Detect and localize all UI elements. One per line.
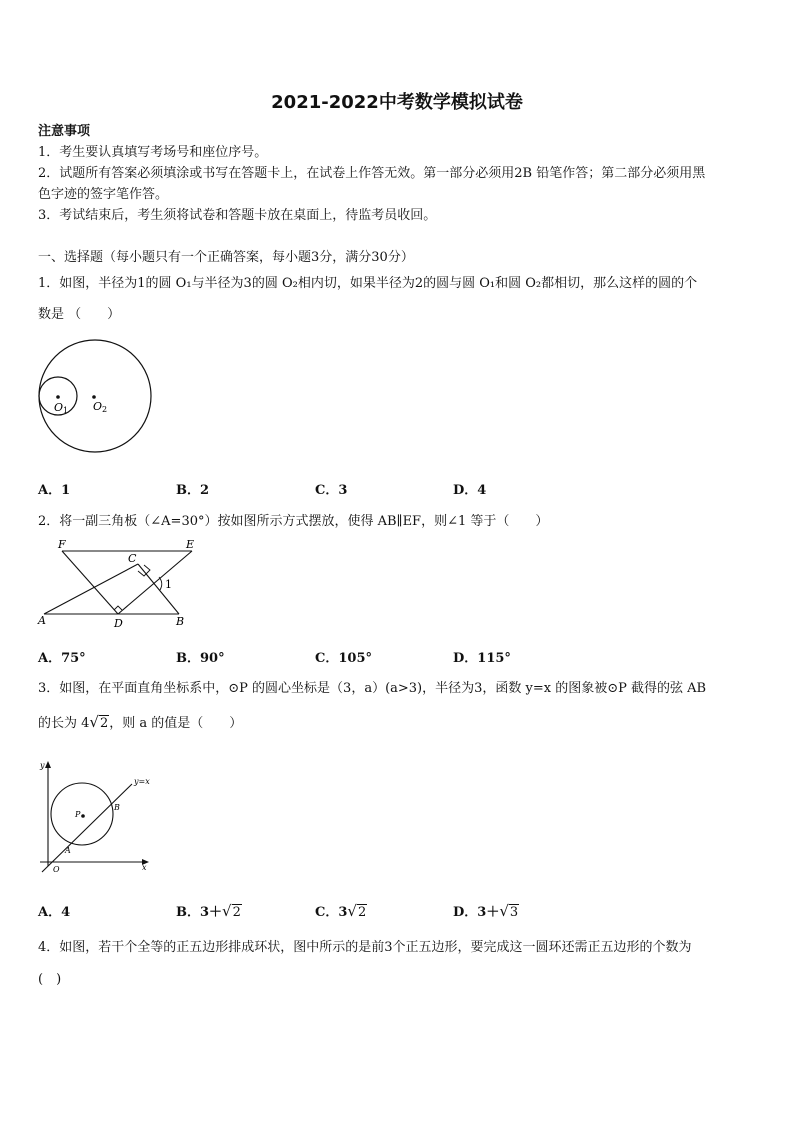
question-4-text-cont: ( ): [38, 972, 62, 987]
question-3-option-a: A．4: [38, 905, 71, 920]
page-title: 2021-2022中考数学模拟试卷: [271, 92, 523, 113]
question-3-option-c: C．3√2: [315, 902, 367, 920]
question-1-option-b: B．2: [176, 483, 210, 498]
question-3-length-prefix: 的长为 4: [38, 716, 90, 731]
question-3-figure: [34, 758, 164, 878]
question-3-length-suffix: ，则 a 的值是（ ）: [109, 716, 243, 731]
question-2-option-c: C．105°: [315, 651, 372, 666]
label-d: D: [114, 617, 123, 630]
section-heading: 一、选择题（每小题只有一个正确答案，每小题3分，满分30分）: [38, 250, 414, 265]
question-3-option-b: B．3＋√2: [176, 902, 241, 920]
notice-item-2: 2．试题所有答案必须填涂或书写在答题卡上，在试卷上作答无效。第一部分必须用2B 铅笔作答；第二部分必须用黑: [38, 166, 706, 181]
question-1-option-c: C．3: [315, 483, 348, 498]
label-y: y: [40, 761, 45, 770]
label-f: F: [58, 538, 66, 551]
question-3-text-cont: [38, 712, 242, 731]
point-o2: [92, 395, 96, 399]
label-y-equals-x: y=x: [134, 777, 150, 786]
y-axis-arrow: [45, 761, 51, 768]
notice-item-1: 1．考生要认真填写考场号和座位序号。: [38, 145, 268, 160]
question-2-option-a: A．75°: [38, 651, 86, 666]
label-o2: O2: [93, 400, 108, 414]
point-o1: [56, 395, 60, 399]
sqrt-symbol: √: [89, 713, 99, 731]
question-2-text: 2．将一副三角板（∠A=30°）按如图所示方式摆放，使得 AB∥EF，则∠1 等于（ ）: [38, 514, 549, 529]
label-o1: O1: [54, 401, 69, 415]
label-e: E: [186, 538, 195, 551]
label-angle-1: 1: [165, 578, 172, 591]
question-1-text: 1．如图，半径为1的圆 O₁与半径为3的圆 O₂相内切，如果半径为2的圆与圆 O₁和圆 O₂都相切，那么这样的圆的个: [38, 276, 698, 291]
question-1-option-a: A．1: [38, 483, 71, 498]
question-3-option-d: D．3＋√3: [453, 902, 519, 920]
right-angle-d: [114, 606, 122, 610]
point-p: [81, 814, 85, 818]
question-2-option-b: B．90°: [176, 651, 225, 666]
question-2-figure: [34, 536, 204, 630]
question-3-radicand: 2: [99, 716, 109, 731]
label-b: B: [176, 615, 185, 628]
label-a: A: [38, 614, 46, 627]
question-1-option-d: D．4: [453, 483, 487, 498]
notice-heading: 注意事项: [38, 124, 91, 139]
label-x: x: [142, 863, 147, 872]
label-p: P: [75, 810, 81, 819]
circle-p: [51, 783, 113, 845]
label-b: B: [114, 803, 120, 812]
question-1-text-cont: 数是 （ ）: [38, 307, 121, 322]
label-c: C: [128, 552, 137, 565]
line-fd: [62, 551, 118, 614]
line-cb: [138, 564, 179, 614]
label-o: O: [53, 865, 60, 874]
notice-item-3: 3．考试结束后，考生须将试卷和答题卡放在桌面上，待监考员收回。: [38, 208, 437, 223]
line-ac: [44, 564, 138, 614]
question-1-figure: [34, 335, 156, 457]
question-3-text: 3．如图，在平面直角坐标系中，⊙P 的圆心坐标是（3，a）(a>3)，半径为3，函数 y=x 的图象被⊙P 截得的弦 AB: [38, 681, 707, 696]
question-4-text: 4．如图，若干个全等的正五边形排成环状，图中所示的是前3个正五边形，要完成这一圆环还需正五边形的个数为: [38, 940, 692, 955]
label-a: A: [65, 846, 71, 855]
question-2-option-d: D．115°: [453, 651, 511, 666]
notice-item-2-cont: 色字迹的签字笔作答。: [38, 187, 169, 202]
